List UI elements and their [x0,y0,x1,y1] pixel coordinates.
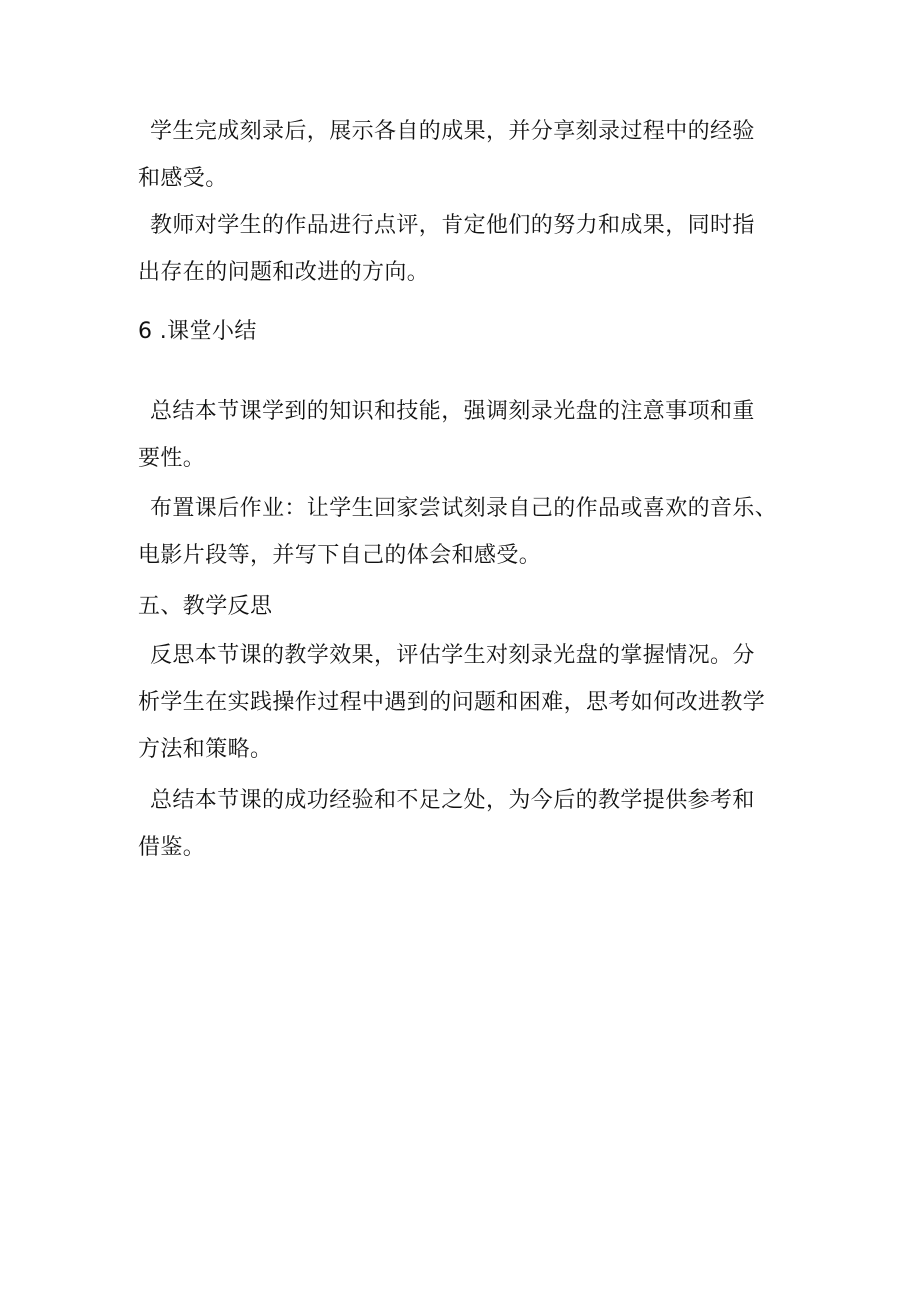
paragraph-2-line-2: 出存在的问题和改进的方向。 [138,260,430,285]
section-heading-teaching-reflection: 五、教学反思 [138,594,273,619]
paragraph-1-line-2: 和感受。 [138,166,228,191]
paragraph-6-line-1: 总结本节课的成功经验和不足之处，为今后的教学提供参考和 [150,788,755,813]
paragraph-5-line-3: 方法和策略。 [138,737,273,762]
paragraph-5-line-1: 反思本节课的教学效果，评估学生对刻录光盘的掌握情况。分 [150,643,755,668]
paragraph-4-line-1: 布置课后作业：让学生回家尝试刻录自己的作品或喜欢的音乐、 [150,496,778,521]
paragraph-3-line-2: 要性。 [138,446,206,471]
paragraph-3-line-1: 总结本节课学到的知识和技能，强调刻录光盘的注意事项和重 [150,399,755,424]
paragraph-1-line-1: 学生完成刻录后，展示各自的成果，并分享刻录过程中的经验 [150,119,755,144]
paragraph-4-line-2: 电影片段等，并写下自己的体会和感受。 [138,543,542,568]
paragraph-5-line-2: 析学生在实践操作过程中遇到的问题和困难，思考如何改进教学 [138,690,766,715]
paragraph-6-line-2: 借鉴。 [138,835,206,860]
section-heading-class-summary: 6 .课堂小结 [138,319,257,344]
paragraph-2-line-1: 教师对学生的作品进行点评，肯定他们的努力和成果，同时指 [150,213,755,238]
